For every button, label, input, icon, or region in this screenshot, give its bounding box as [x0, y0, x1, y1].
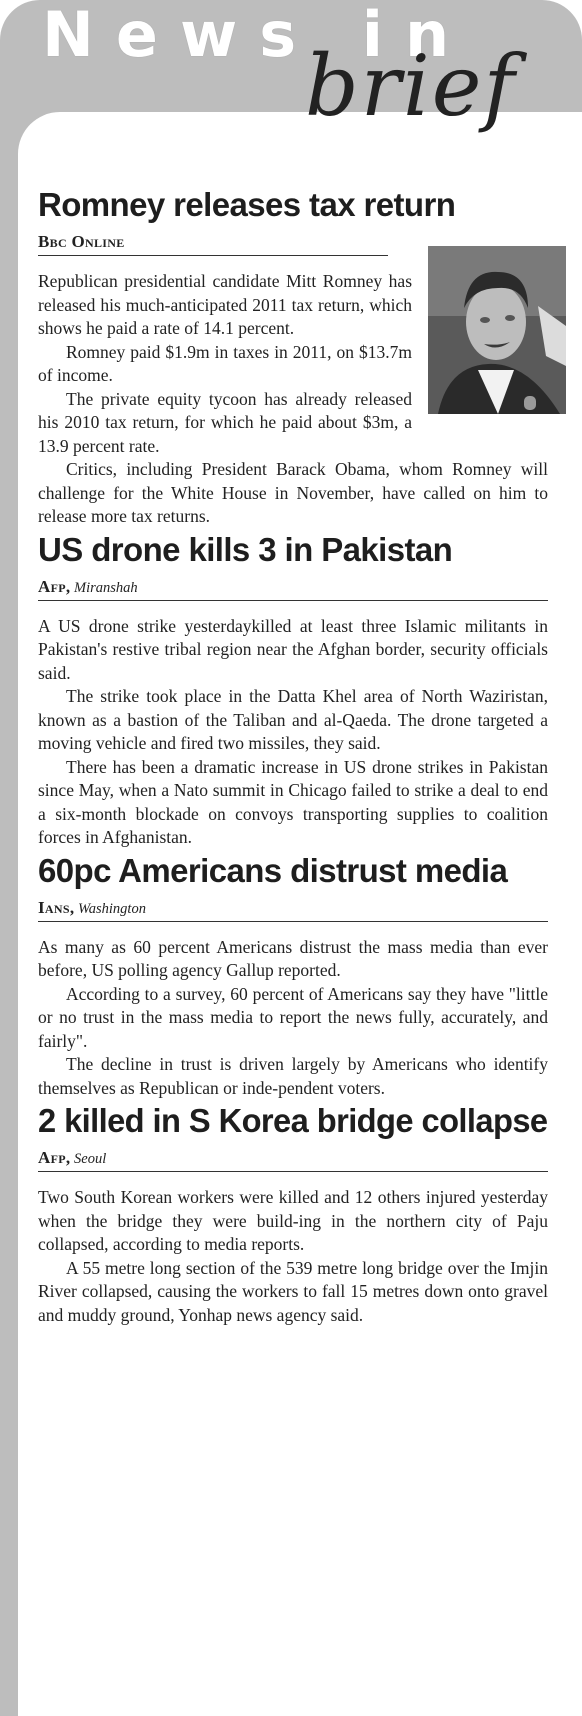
paragraph: Critics, including President Barack Obama, whom Romney will challenge for the White House in November, have called on him to release more tax returns. — [38, 459, 548, 526]
article-headline: Romney releases tax return — [38, 186, 456, 223]
paragraph: The decline in trust is driven largely by Americans who identify themselves as Republican or inde-pendent voters. — [38, 1054, 548, 1098]
article-bridge-collapse — [38, 1100, 548, 1327]
article-body — [38, 936, 548, 1101]
paragraph: Republican presidential candidate Mitt Romney has released his much-anticipated 2011 tax return, which shows he paid a rate of 14.1 percent. — [38, 271, 412, 338]
paragraph: Romney paid $1.9m in taxes in 2011, on $13.7m of income. — [38, 341, 412, 385]
byline-agency: Afp, — [38, 576, 71, 596]
article-headline: 2 killed in S Korea bridge collapse — [38, 1102, 548, 1139]
paragraph: A 55 metre long section of the 539 metre long bridge over the Imjin River collapsed, causing the workers to fall 15 metres down onto gravel and muddy ground, Yonhap news agency said. — [38, 1257, 548, 1325]
article-body — [38, 1186, 548, 1327]
paragraph: The strike took place in the Datta Khel area of North Waziristan, known as a bastion of the Taliban and al-Qaeda. The drone targeted a moving vehicle and fired two missiles, they said. — [38, 686, 548, 753]
article-drone — [38, 529, 548, 850]
byline-place: Miranshah — [74, 579, 138, 596]
paragraph: As many as 60 percent Americans distrust the mass media than ever before, US polling agency Gallup reported. — [38, 936, 548, 980]
article-media-distrust — [38, 850, 548, 1101]
portrait-photo — [428, 246, 566, 414]
article-headline: 60pc Americans distrust media — [38, 851, 508, 889]
byline-agency: Ians, — [38, 897, 75, 917]
byline-place: Seoul — [74, 1151, 107, 1167]
article-body — [38, 615, 548, 850]
masthead-news-in: News in — [42, 0, 472, 71]
article-byline — [38, 1148, 548, 1172]
article-byline — [38, 577, 548, 601]
article-romney — [38, 184, 548, 529]
article-body — [38, 270, 548, 529]
paragraph: According to a survey, 60 percent of Americans say they have "little or no trust in the mass media to report the news fully, accurately, and fairly". — [38, 983, 548, 1051]
article-byline — [38, 232, 388, 256]
paragraph: Two South Korean workers were killed and 12 others injured yesterday when the bridge they were build-ing in the northern city of Paju collapsed, according to media reports. — [38, 1187, 548, 1254]
masthead-brief: brief — [305, 37, 517, 135]
article-headline: US drone kills 3 in Pakistan — [38, 530, 453, 568]
byline-agency: Afp, — [38, 1148, 71, 1167]
byline-agency: Bbc Online — [38, 232, 125, 251]
articles-column — [38, 184, 548, 1327]
paragraph: A US drone strike yesterdaykilled at least three Islamic militants in Pakistan's restive tribal region near the Afghan border, security officials said. — [38, 615, 548, 683]
paragraph: The private equity tycoon has already released his 2010 tax return, for which he paid about $3m, a 13.9 percent rate. — [38, 388, 412, 456]
romney-photo — [428, 246, 566, 414]
paragraph: There has been a dramatic increase in US drone strikes in Pakistan since May, when a Nato summit in Chicago failed to strike a deal to end a six-month blockade on convoys transporting supplies to coalition forces in Afghanistan. — [38, 756, 548, 847]
byline-place: Washington — [78, 900, 146, 917]
article-byline — [38, 898, 548, 922]
